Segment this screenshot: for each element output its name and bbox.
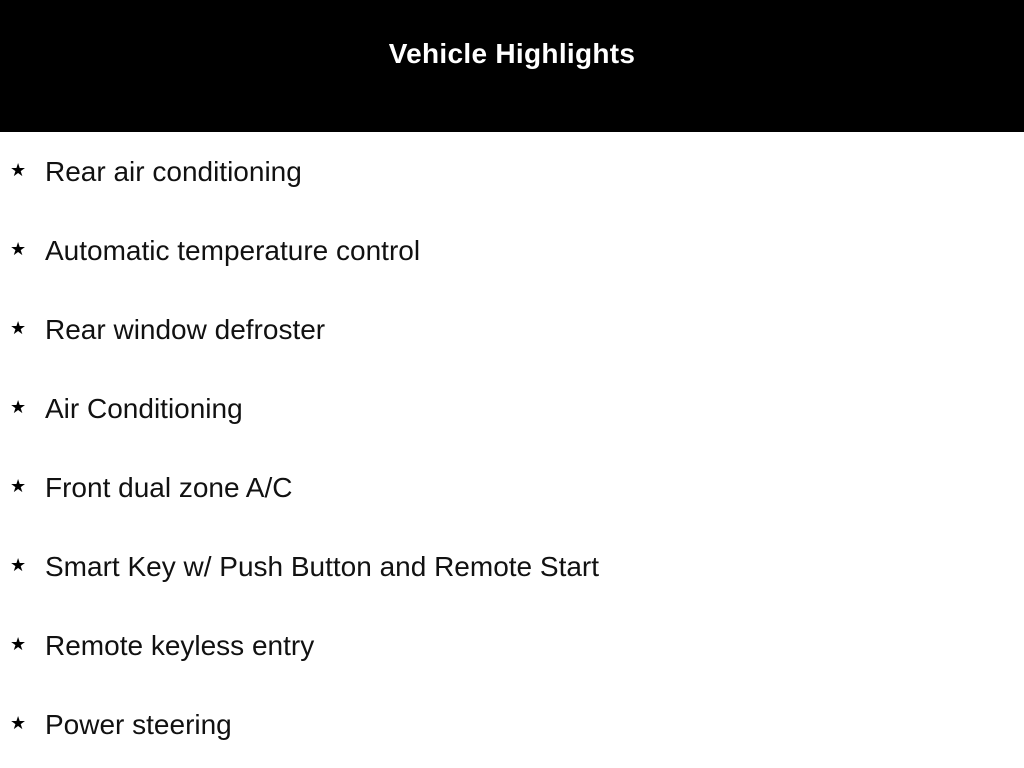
list-item-label: Front dual zone A/C (45, 472, 293, 503)
list-item-label: Rear window defroster (45, 314, 326, 345)
list-item (10, 468, 292, 508)
star-icon: ★ (10, 475, 27, 497)
star-icon: ★ (10, 159, 27, 181)
star-icon: ★ (10, 396, 27, 418)
list-item-label: Remote keyless entry (45, 630, 315, 661)
list-item-label: Power steering (45, 709, 232, 740)
star-icon: ★ (10, 238, 27, 260)
list-item-label: Air Conditioning (45, 393, 243, 424)
list-item (10, 547, 599, 587)
star-icon: ★ (10, 633, 27, 655)
star-icon: ★ (10, 317, 27, 339)
star-icon: ★ (10, 554, 27, 576)
list-item (10, 152, 302, 192)
page-title: Vehicle Highlights (388, 38, 636, 69)
list-item (10, 389, 243, 429)
list-item (10, 310, 325, 350)
list-item-label: Rear air conditioning (45, 156, 302, 187)
list-item-label: Smart Key w/ Push Button and Remote Start (45, 551, 600, 582)
list-item (10, 231, 420, 271)
list-item-label: Automatic temperature control (45, 235, 421, 266)
star-icon: ★ (10, 712, 27, 734)
list-item (10, 626, 314, 666)
list-item (10, 705, 232, 745)
header-bar (0, 0, 1024, 132)
